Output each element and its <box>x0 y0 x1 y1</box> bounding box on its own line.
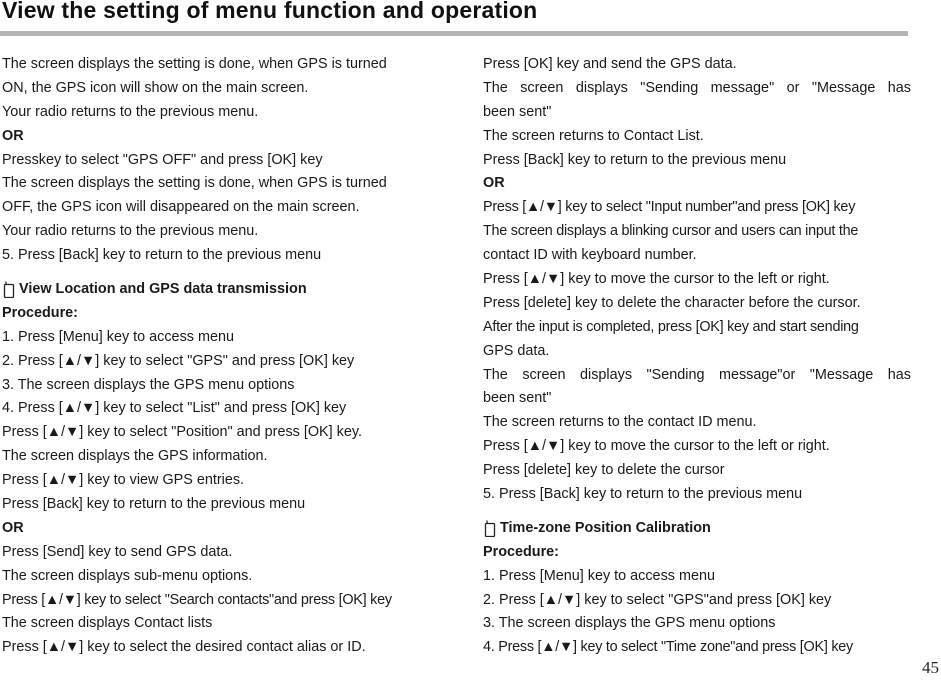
step-line: Press [Send] key to send GPS data. <box>2 543 233 560</box>
phone-icon <box>2 281 15 298</box>
text-line: Press [delete] key to delete the character before the cursor. <box>483 294 861 311</box>
text-line: Presskey to select "GPS OFF" and press [OK] key <box>2 151 323 168</box>
text-line: The screen displays "Sending message"or "Message has <box>483 366 911 383</box>
procedure-label: Procedure: <box>2 304 78 321</box>
text-line: Press [OK] key and send the GPS data. <box>483 56 737 72</box>
section-heading-time-zone <box>483 517 911 541</box>
step-line: 4. Press [▲/▼] key to select "List" and press [OK] key <box>2 400 347 417</box>
text-line: The screen returns to Contact List. <box>483 127 704 144</box>
step-line: 2. Press [▲/▼] key to select "GPS"and press [OK] key <box>483 591 832 608</box>
text-line: The screen displays a blinking cursor and users can input the <box>483 223 859 240</box>
text-line: contact ID with keyboard number. <box>483 247 697 264</box>
text-line: The screen displays "Sending message" or "Message has <box>483 79 911 96</box>
step-line: 2. Press [▲/▼] key to select "GPS" and press [OK] key <box>2 352 355 369</box>
step-line: Press [▲/▼] key to select the desired contact alias or ID. <box>2 639 366 656</box>
text-line: been sent" <box>483 390 552 407</box>
step-line: 3. The screen displays the GPS menu options <box>483 615 776 632</box>
text-line: Press [delete] key to delete the cursor <box>483 462 725 479</box>
text-line: Press [▲/▼] key to move the cursor to the left or right. <box>483 271 830 288</box>
text-line: Press [Back] key to return to the previous menu <box>483 151 787 168</box>
text-line: Your radio returns to the previous menu. <box>2 223 259 240</box>
step-line: The screen displays sub-menu options. <box>2 567 253 584</box>
or-label: OR <box>2 519 24 536</box>
or-label: OR <box>483 175 505 192</box>
text-line: ON, the GPS icon will show on the main screen. <box>2 79 309 96</box>
text-line: The screen returns to the contact ID menu. <box>483 414 757 431</box>
step-line: The screen displays Contact lists <box>2 615 213 632</box>
step-line: 1. Press [Menu] key to access menu <box>483 567 715 584</box>
title-rule <box>0 31 908 36</box>
text-line: After the input is completed, press [OK] key and start sending <box>483 318 859 335</box>
left-column <box>2 53 442 660</box>
step-line: 4. Press [▲/▼] key to select "Time zone"and press [OK] key <box>483 639 853 656</box>
section-heading-text: View Location and GPS data transmission <box>19 281 307 298</box>
section-heading-gps-transmission <box>2 278 442 302</box>
text-line: Your radio returns to the previous menu. <box>2 103 259 120</box>
step-line: Press [▲/▼] key to select "Search contacts"and press [OK] key <box>2 591 392 608</box>
step-line: Press [▲/▼] key to select "Position" and press [OK] key. <box>2 424 362 441</box>
page-title: View the setting of menu function and operation <box>2 0 538 23</box>
or-label: OR <box>2 127 24 144</box>
phone-icon <box>483 520 496 537</box>
right-column <box>483 53 911 660</box>
text-line: been sent" <box>483 103 552 120</box>
text-line: 5. Press [Back] key to return to the previous menu <box>483 486 803 503</box>
section-heading-text: Time-zone Position Calibration <box>500 519 711 536</box>
procedure-label: Procedure: <box>483 543 559 560</box>
step-line: Press [▲/▼] key to view GPS entries. <box>2 472 245 489</box>
text-line: Press [▲/▼] key to move the cursor to the left or right. <box>483 438 830 455</box>
text-line: The screen displays the setting is done, when GPS is turned <box>2 175 387 192</box>
step-line: The screen displays the GPS information. <box>2 448 268 465</box>
text-line: Press [▲/▼] key to select "Input number"and press [OK] key <box>483 199 856 216</box>
page-number: 45 <box>922 658 939 677</box>
text-line: 5. Press [Back] key to return to the previous menu <box>2 247 322 264</box>
step-line: Press [Back] key to return to the previous menu <box>2 496 306 513</box>
step-line: 3. The screen displays the GPS menu options <box>2 376 295 393</box>
text-line: GPS data. <box>483 342 550 359</box>
text-line: The screen displays the setting is done, when GPS is turned <box>2 56 387 72</box>
step-line: 1. Press [Menu] key to access menu <box>2 328 234 345</box>
text-line: OFF, the GPS icon will disappeared on the main screen. <box>2 199 360 216</box>
